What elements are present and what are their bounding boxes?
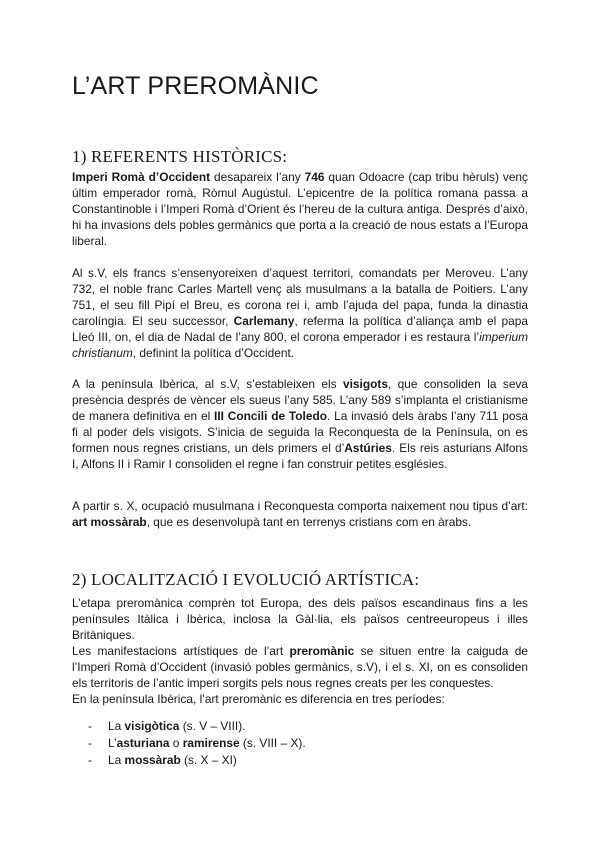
text-run: La	[108, 753, 125, 767]
list-item	[88, 752, 306, 769]
period-list	[88, 718, 306, 769]
list-item	[88, 735, 306, 752]
paragraph	[72, 644, 528, 692]
bold-text: Astúries	[344, 440, 392, 455]
bold-text: visigòtica	[124, 719, 180, 733]
text-run: L’	[108, 736, 117, 750]
text-run: . La invasió dels àrabs l’any 711 posa fi al poder dels visigots. S’inicia de seguida la Reconquesta de la Península, on es formen nous regnes cristians, un dels primers el d’	[72, 408, 529, 455]
text-run: , que es desenvolupà tant en terrenys cristians com en àrabs.	[146, 514, 472, 529]
bold-text: mossàrab	[124, 753, 181, 767]
bold-text: asturiana	[116, 736, 170, 750]
paragraph	[72, 499, 528, 531]
bold-text: preromànic	[289, 644, 355, 658]
bold-text: ramirense	[182, 736, 240, 750]
text-run: . Els reis asturians Alfons I, Alfons II i Ramir I consoliden el regne i fan construir petites esglésies.	[72, 440, 528, 471]
list-item	[88, 718, 306, 735]
section-heading-referents: 1) REFERENTS HISTÒRICS:	[72, 147, 288, 166]
list-marker: -	[88, 719, 92, 733]
section-heading-localitzacio: 2) LOCALITZACIÓ I EVOLUCIÓ ARTÍSTICA:	[72, 570, 420, 589]
text-run: En la península Ibèrica, l’art preromànic es diferencia en tres períodes:	[72, 692, 445, 706]
text-run: A partir s. X, ocupació musulmana i Reconquesta comporta naixement nou tipus d’art:	[72, 499, 528, 513]
bold-text: 746	[304, 170, 325, 184]
text-run: (s. X – XI)	[180, 753, 237, 767]
text-run: L’etapa preromànica comprèn tot Europa, des dels països escandinaus fins a les penínsules Itàlica i Ibèrica, inclosa la Gàl·lia, els països centreeuropeus i illes Britàniques.	[72, 596, 528, 642]
text-run: , referma la política d’aliança amb el papa Lleó III, on, el dia de Nadal de l’any 800, el corona emperador i es restaura l’	[72, 313, 528, 344]
text-run: A la península Ibèrica, al s.V, s’estableixen els	[72, 377, 344, 391]
paragraph	[72, 596, 528, 644]
text-run: se situen entre la caiguda de l’Imperi Romà d’Occident (invasió pobles germànics, s.V), i el s. XI, on es consoliden els territoris de l’antic imperi sorgits pels nous regnes creats per les conquestes.	[72, 644, 528, 690]
paragraph	[72, 377, 528, 472]
paragraph	[72, 692, 528, 708]
paragraph	[72, 266, 528, 361]
bold-text: III Concili de Toledo	[214, 408, 327, 423]
text-run: (s. V – VIII).	[179, 719, 246, 733]
page-title: L’ART PREROMÀNIC	[72, 72, 319, 100]
list-marker: -	[88, 736, 92, 750]
paragraph	[72, 170, 528, 250]
bold-text: visigots	[343, 377, 388, 391]
italic-text: imperium christianum	[72, 329, 528, 360]
text-run: Les manifestacions artístiques de l’art	[72, 644, 290, 658]
text-run: desapareix l’any	[210, 170, 305, 184]
text-run: (s. VIII – X).	[239, 736, 306, 750]
text-run: La	[108, 719, 125, 733]
text-run: o	[169, 736, 183, 750]
text-run: quan Odoacre (cap tribu hèruls) venç últim emperador romà, Ròmul Augústul. L’epicentre de la política romana passa a Constantinoble i l’Imperi Romà d’Orient és l’hereu de la cultura antiga. Després d’això, hi ha invasions dels pobles germànics que porta a la creació de nous estats a l’Europa liberal.	[72, 170, 528, 248]
bold-text: Imperi Romà d’Occident	[72, 170, 211, 184]
bold-text: art mossàrab	[72, 514, 147, 529]
text-run: , definint la política d’Occident.	[132, 345, 295, 360]
bold-text: Carlemany	[233, 313, 295, 328]
text-run: Al s.V, els francs s’ensenyoreixen d’aquest territori, comandats per Meroveu. L’any 732, el noble franc Carles Martell venç als musulmans a la batalla de Poitiers. L’any 751, el seu fill Pipí el Breu, es corona rei i, amb l’ajuda del papa, funda la dinastia carolíngia. El seu successor,	[72, 266, 528, 328]
list-marker: -	[88, 753, 92, 767]
text-run: , que consoliden la seva presència després de vèncer els sueus l’any 585. L’any 589 s’implanta el cristianisme de manera definitiva en el	[72, 377, 528, 423]
